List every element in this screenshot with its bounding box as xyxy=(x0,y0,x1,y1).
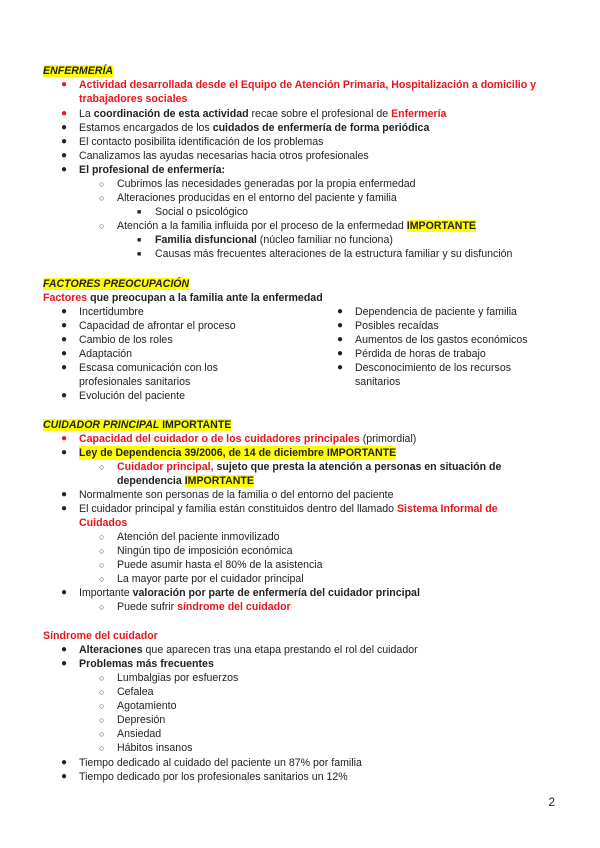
sub-item: Puede sufrir síndrome del cuidador xyxy=(117,601,291,613)
bullet-icon: ● xyxy=(61,503,68,514)
bullet-icon: ● xyxy=(61,771,68,782)
list-item: Normalmente son personas de la familia o del entorno del paciente xyxy=(79,489,394,501)
list-item: Importante valoración por parte de enfermería del cuidador principal xyxy=(79,587,420,599)
sub-item: Atención del paciente inmovilizado xyxy=(117,531,280,543)
sub-item: Depresión xyxy=(117,714,166,726)
bullet-icon: ● xyxy=(61,489,68,500)
list-item: Ley de Dependencia 39/2006, de 14 de diciembre IMPORTANTE xyxy=(79,447,397,459)
circle-bullet-icon: ○ xyxy=(99,715,105,725)
bullet-icon: ● xyxy=(61,306,68,317)
sub-sub-item: Familia disfuncional (núcleo familiar no funciona) xyxy=(155,234,393,246)
list-item: El profesional de enfermería: xyxy=(79,164,226,176)
circle-bullet-icon: ○ xyxy=(99,193,105,203)
bullet-icon: ● xyxy=(61,644,68,655)
bullet-icon: ● xyxy=(337,320,344,331)
list-item: Incertidumbre xyxy=(79,306,144,318)
circle-bullet-icon: ○ xyxy=(99,546,105,556)
circle-bullet-icon: ○ xyxy=(99,602,105,612)
bullet-icon: ● xyxy=(61,164,68,175)
bullet-icon: ● xyxy=(61,757,68,768)
sub-sub-item: Social o psicológico xyxy=(155,206,249,218)
circle-bullet-icon: ○ xyxy=(99,462,105,472)
list-item-cont: profesionales sanitarios xyxy=(79,376,191,388)
list-item: Problemas más frecuentes xyxy=(79,658,214,670)
circle-bullet-icon: ○ xyxy=(99,687,105,697)
circle-bullet-icon: ○ xyxy=(99,560,105,570)
list-item-cont: Cuidados xyxy=(79,517,128,529)
sub-item: Cefalea xyxy=(117,686,154,698)
bullet-icon: ● xyxy=(61,79,68,90)
bullet-icon: ● xyxy=(61,108,68,119)
sub-item: Cuidador principal, sujeto que presta la atención a personas en situación de xyxy=(117,461,502,473)
circle-bullet-icon: ○ xyxy=(99,532,105,542)
list-item: Adaptación xyxy=(79,348,133,360)
sub-item: Ningún tipo de imposición económica xyxy=(117,545,293,557)
bullet-icon: ● xyxy=(61,334,68,345)
square-bullet-icon: ■ xyxy=(137,237,142,244)
list-item-cont: trabajadores sociales xyxy=(79,93,188,105)
bullet-icon: ● xyxy=(61,390,68,401)
sub-item: Ansiedad xyxy=(117,728,162,740)
list-item: Alteraciones que aparecen tras una etapa prestando el rol del cuidador xyxy=(79,644,418,656)
circle-bullet-icon: ○ xyxy=(99,221,105,231)
section-heading-cuidador: CUIDADOR PRINCIPAL IMPORTANTE xyxy=(43,419,232,431)
list-item: Posibles recaídas xyxy=(355,320,439,332)
bullet-icon: ● xyxy=(61,122,68,133)
sub-item-cont: dependencia IMPORTANTE xyxy=(117,475,254,487)
bullet-icon: ● xyxy=(337,348,344,359)
sub-item: Alteraciones producidas en el entorno del paciente y familia xyxy=(117,192,397,204)
square-bullet-icon: ■ xyxy=(137,209,142,216)
sub-item: La mayor parte por el cuidador principal xyxy=(117,573,304,585)
bullet-icon: ● xyxy=(61,447,68,458)
list-item: El contacto posibilita identificación de los problemas xyxy=(79,136,324,148)
list-item: Tiempo dedicado al cuidado del paciente un 87% por familia xyxy=(79,757,362,769)
list-item: Estamos encargados de los cuidados de enfermería de forma periódica xyxy=(79,122,430,134)
bullet-icon: ● xyxy=(61,362,68,373)
circle-bullet-icon: ○ xyxy=(99,743,105,753)
list-item: Aumentos de los gastos económicos xyxy=(355,334,528,346)
section-heading-factores: FACTORES PREOCUPACIÓN xyxy=(43,278,190,290)
list-item: Capacidad del cuidador o de los cuidadores principales (primordial) xyxy=(79,433,417,445)
circle-bullet-icon: ○ xyxy=(99,673,105,683)
list-item: Canalizamos las ayudas necesarias hacia otros profesionales xyxy=(79,150,369,162)
factores-intro: Factores que preocupan a la familia ante la enfermedad xyxy=(43,292,323,304)
list-item: Pérdida de horas de trabajo xyxy=(355,348,486,360)
sub-item: Hábitos insanos xyxy=(117,742,193,754)
section-heading-sindrome: Síndrome del cuidador xyxy=(43,630,158,642)
list-item: El cuidador principal y familia están constituidos dentro del llamado Sistema Informal de xyxy=(79,503,498,515)
list-item: Cambio de los roles xyxy=(79,334,173,346)
circle-bullet-icon: ○ xyxy=(99,179,105,189)
bullet-icon: ● xyxy=(337,334,344,345)
bullet-icon: ● xyxy=(337,362,344,373)
list-item: Dependencia de paciente y familia xyxy=(355,306,517,318)
list-item: Escasa comunicación con los xyxy=(79,362,218,374)
circle-bullet-icon: ○ xyxy=(99,701,105,711)
list-item: Desconocimiento de los recursos xyxy=(355,362,512,374)
list-item: Capacidad de afrontar el proceso xyxy=(79,320,236,332)
circle-bullet-icon: ○ xyxy=(99,729,105,739)
sub-sub-item: Causas más frecuentes alteraciones de la estructura familiar y su disfunción xyxy=(155,248,513,260)
bullet-icon: ● xyxy=(61,587,68,598)
bullet-icon: ● xyxy=(61,320,68,331)
sub-item: Agotamiento xyxy=(117,700,177,712)
list-item-cont: sanitarios xyxy=(355,376,401,388)
square-bullet-icon: ■ xyxy=(137,251,142,258)
bullet-icon: ● xyxy=(61,348,68,359)
circle-bullet-icon: ○ xyxy=(99,574,105,584)
sub-item: Cubrimos las necesidades generadas por la propia enfermedad xyxy=(117,178,416,190)
list-item: Evolución del paciente xyxy=(79,390,186,402)
section-heading-enfermeria: ENFERMERÍA xyxy=(43,65,114,77)
sub-item: Atención a la familia influida por el proceso de la enfermedad IMPORTANTE xyxy=(117,220,476,232)
bullet-icon: ● xyxy=(337,306,344,317)
bullet-icon: ● xyxy=(61,658,68,669)
list-item: Tiempo dedicado por los profesionales sanitarios un 12% xyxy=(79,771,348,783)
sub-item: Lumbalgias por esfuerzos xyxy=(117,672,239,684)
list-item: La coordinación de esta actividad recae sobre el profesional de Enfermería xyxy=(79,108,447,120)
sub-item: Puede asumir hasta el 80% de la asistencia xyxy=(117,559,323,571)
list-item: Actividad desarrollada desde el Equipo de Atención Primaria, Hospitalización a domicilio y xyxy=(79,79,537,91)
page-number: 2 xyxy=(548,795,555,809)
bullet-icon: ● xyxy=(61,136,68,147)
bullet-icon: ● xyxy=(61,150,68,161)
bullet-icon: ● xyxy=(61,433,68,444)
